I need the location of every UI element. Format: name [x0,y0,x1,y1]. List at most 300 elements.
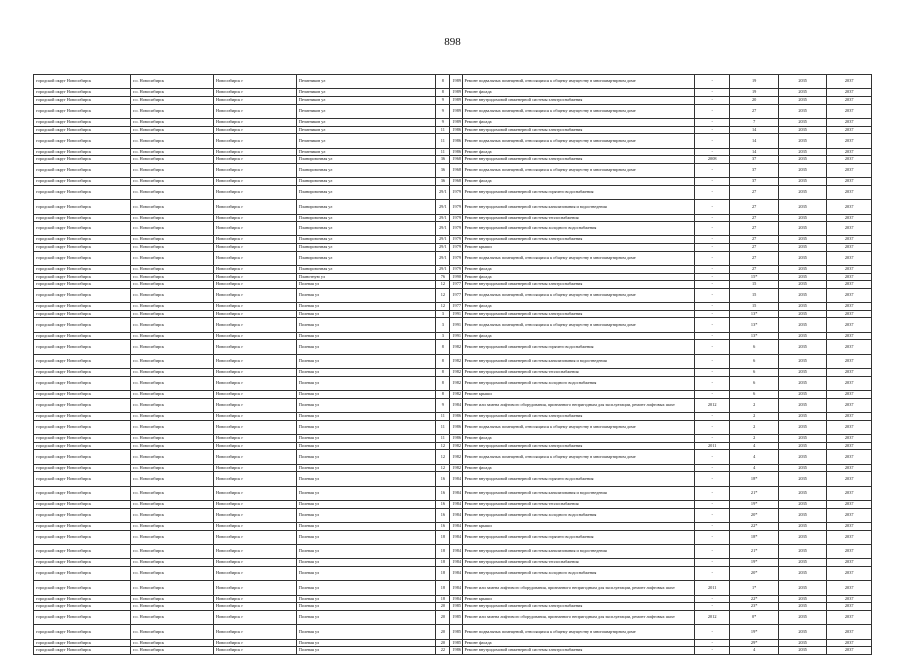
repair-type-cell: Ремонт внутридомовой инженерной системы горячего водоснабжения [462,472,694,486]
table-row [34,89,872,97]
street-cell: Планотную ул [296,273,435,281]
year-built-cell: 1968 [450,156,462,164]
municipality-cell: городской округ Новосибирск [34,222,131,236]
repair-type-cell: Ремонт внутридомовой инженерной системы горячего водоснабжения [462,185,694,199]
settlement-cell: Новосибирск г [213,508,296,522]
index-cell: 19* [730,625,779,639]
repair-type-cell: Ремонт внутридомовой инженерной системы электроснабжения [462,603,694,611]
plan-end-year-cell: 2037 [827,369,872,377]
index-cell: 27 [730,185,779,199]
district-cell: г.о. Новосибирск [131,530,214,544]
settlement-cell: Новосибирск г [213,559,296,567]
year-built-cell: 1979 [450,266,462,274]
municipality-cell: городской округ Новосибирск [34,288,131,302]
house-number-cell: 29/1 [436,244,450,252]
municipality-cell: городской округ Новосибирск [34,251,131,265]
year-built-cell: 1982 [450,442,462,450]
repair-type-cell: Ремонт внутридомовой инженерной системы электроснабжения [462,310,694,318]
plan-start-year-cell: 2035 [778,639,827,647]
index-cell: 29* [730,639,779,647]
repair-type-cell: Ремонт внутридомовой инженерной системы канализования и водоотведения [462,200,694,214]
table-row [34,391,872,399]
house-number-cell: 12 [436,288,450,302]
year-built-cell: 1968 [450,163,462,177]
plan-start-year-cell: 2035 [778,273,827,281]
repair-type-cell: Ремонт внутридомовой инженерной системы канализования и водоотведения [462,486,694,500]
page-number: 898 [444,36,461,48]
plan-start-year-cell: 2035 [778,222,827,236]
street-cell: Полевая ул [296,398,435,412]
last-repair-year-cell: - [695,310,730,318]
repair-type-cell: Ремонт подвальных помещений, относящихся к общему имуществу в многоквартирном доме [462,134,694,148]
plan-end-year-cell: 2037 [827,354,872,368]
year-built-cell: 1984 [450,508,462,522]
plan-end-year-cell: 2037 [827,559,872,567]
house-number-cell: 3 [436,318,450,332]
plan-end-year-cell: 2037 [827,281,872,289]
settlement-cell: Новосибирск г [213,251,296,265]
index-cell: 18* [730,472,779,486]
repair-type-cell: Ремонт фасада [462,435,694,443]
district-cell: г.о. Новосибирск [131,126,214,134]
municipality-cell: городской округ Новосибирск [34,369,131,377]
municipality-cell: городской округ Новосибирск [34,200,131,214]
repair-type-cell: Ремонт подвальных помещений, относящихся к общему имуществу в многоквартирном доме [462,288,694,302]
index-cell: 22* [730,523,779,531]
last-repair-year-cell: - [695,391,730,399]
settlement-cell: Новосибирск г [213,595,296,603]
plan-start-year-cell: 2035 [778,595,827,603]
plan-end-year-cell: 2037 [827,178,872,186]
table-row [34,310,872,318]
index-cell: 14 [730,134,779,148]
plan-end-year-cell: 2037 [827,134,872,148]
year-built-cell: 1982 [450,354,462,368]
municipality-cell: городской округ Новосибирск [34,310,131,318]
index-cell: 14 [730,126,779,134]
plan-start-year-cell: 2035 [778,420,827,434]
settlement-cell: Новосибирск г [213,486,296,500]
index-cell: 27 [730,266,779,274]
district-cell: г.о. Новосибирск [131,303,214,311]
plan-end-year-cell: 2037 [827,214,872,222]
house-number-cell: 29/1 [436,236,450,244]
street-cell: Планировочная ул [296,236,435,244]
last-repair-year-cell: 2012 [695,398,730,412]
table-row [34,413,872,421]
repair-type-cell: Ремонт подвальных помещений, относящихся к общему имуществу в многоквартирном доме [462,251,694,265]
house-number-cell: 29/1 [436,200,450,214]
index-cell: 27 [730,244,779,252]
index-cell: 2 [730,398,779,412]
index-cell: 2 [730,420,779,434]
municipality-cell: городской округ Новосибирск [34,595,131,603]
year-built-cell: 1985 [450,625,462,639]
last-repair-year-cell: - [695,178,730,186]
district-cell: г.о. Новосибирск [131,391,214,399]
street-cell: Полевая ул [296,332,435,340]
repair-type-cell: Ремонт фасада [462,273,694,281]
settlement-cell: Новосибирск г [213,236,296,244]
plan-start-year-cell: 2035 [778,508,827,522]
index-cell: 13* [730,318,779,332]
repair-type-cell: Ремонт внутридомовой инженерной системы холодного водоснабжения [462,567,694,581]
house-number-cell: 8 [436,376,450,390]
index-cell: 13* [730,310,779,318]
settlement-cell: Новосибирск г [213,244,296,252]
last-repair-year-cell: - [695,523,730,531]
district-cell: г.о. Новосибирск [131,639,214,647]
plan-start-year-cell: 2035 [778,310,827,318]
plan-end-year-cell: 2037 [827,222,872,236]
district-cell: г.о. Новосибирск [131,501,214,509]
index-cell: 27 [730,236,779,244]
plan-start-year-cell: 2035 [778,486,827,500]
house-number-cell: 8 [436,369,450,377]
district-cell: г.о. Новосибирск [131,118,214,126]
plan-end-year-cell: 2037 [827,545,872,559]
district-cell: г.о. Новосибирск [131,413,214,421]
plan-end-year-cell: 2037 [827,156,872,164]
house-number-cell: 11 [436,134,450,148]
table-row [34,354,872,368]
district-cell: г.о. Новосибирск [131,647,214,655]
year-built-cell: 1979 [450,244,462,252]
plan-end-year-cell: 2037 [827,118,872,126]
street-cell: Полевая ул [296,376,435,390]
settlement-cell: Новосибирск г [213,376,296,390]
street-cell: Полевая ул [296,281,435,289]
plan-end-year-cell: 2037 [827,508,872,522]
plan-end-year-cell: 2037 [827,185,872,199]
repair-type-cell: Ремонт фасада [462,266,694,274]
settlement-cell: Новосибирск г [213,222,296,236]
table-row [34,508,872,522]
municipality-cell: городской округ Новосибирск [34,376,131,390]
house-number-cell: 16 [436,508,450,522]
plan-start-year-cell: 2035 [778,156,827,164]
table-row [34,318,872,332]
plan-start-year-cell: 2035 [778,214,827,222]
last-repair-year-cell: 2012 [695,611,730,625]
street-cell: Полевая ул [296,435,435,443]
house-number-cell: 9 [436,104,450,118]
plan-start-year-cell: 2035 [778,318,827,332]
street-cell: Полевая ул [296,369,435,377]
street-cell: Планировочная ул [296,185,435,199]
index-cell: 15* [730,273,779,281]
year-built-cell: 1990 [450,273,462,281]
district-cell: г.о. Новосибирск [131,354,214,368]
municipality-cell: городской округ Новосибирск [34,273,131,281]
plan-end-year-cell: 2037 [827,501,872,509]
year-built-cell: 1984 [450,501,462,509]
last-repair-year-cell: - [695,625,730,639]
street-cell: Полевая ул [296,603,435,611]
district-cell: г.о. Новосибирск [131,236,214,244]
house-number-cell: 36 [436,178,450,186]
repair-type-cell: Ремонт внутридомовой инженерной системы канализования и водоотведения [462,354,694,368]
repair-type-cell: Ремонт или замена лифтового оборудования, признанного непригодным для эксплуатации, ремонт лифтовых шахт [462,398,694,412]
district-cell: г.о. Новосибирск [131,200,214,214]
repair-type-cell: Ремонт внутридомовой инженерной системы теплоснабжения [462,369,694,377]
year-built-cell: 1986 [450,647,462,655]
year-built-cell: 1979 [450,200,462,214]
settlement-cell: Новосибирск г [213,391,296,399]
index-cell: 6 [730,391,779,399]
index-cell: 15 [730,303,779,311]
index-cell: 21* [730,545,779,559]
district-cell: г.о. Новосибирск [131,464,214,472]
municipality-cell: городской округ Новосибирск [34,581,131,595]
settlement-cell: Новосибирск г [213,332,296,340]
repair-type-cell: Ремонт фасада [462,332,694,340]
table-row [34,625,872,639]
plan-start-year-cell: 2035 [778,281,827,289]
table-row [34,464,872,472]
repair-type-cell: Ремонт или замена лифтового оборудования, признанного непригодным для эксплуатации, ремонт лифтовых шахт [462,611,694,625]
house-number-cell: 29/1 [436,251,450,265]
district-cell: г.о. Новосибирск [131,472,214,486]
settlement-cell: Новосибирск г [213,126,296,134]
settlement-cell: Новосибирск г [213,369,296,377]
municipality-cell: городской округ Новосибирск [34,89,131,97]
table-row [34,420,872,434]
plan-start-year-cell: 2035 [778,266,827,274]
table-row [34,126,872,134]
plan-end-year-cell: 2037 [827,639,872,647]
repair-type-cell: Ремонт фасада [462,639,694,647]
plan-end-year-cell: 2037 [827,442,872,450]
house-number-cell: 20 [436,603,450,611]
settlement-cell: Новосибирск г [213,450,296,464]
last-repair-year-cell: - [695,185,730,199]
repair-type-cell: Ремонт подвальных помещений, относящихся к общему имуществу в многоквартирном доме [462,318,694,332]
plan-end-year-cell: 2037 [827,200,872,214]
settlement-cell: Новосибирск г [213,163,296,177]
house-number-cell: 29/1 [436,266,450,274]
repair-type-cell: Ремонт фасада [462,464,694,472]
plan-end-year-cell: 2037 [827,611,872,625]
table-row [34,523,872,531]
settlement-cell: Новосибирск г [213,340,296,354]
last-repair-year-cell: - [695,567,730,581]
municipality-cell: городской округ Новосибирск [34,559,131,567]
last-repair-year-cell: - [695,251,730,265]
year-built-cell: 1989 [450,104,462,118]
year-built-cell: 1984 [450,472,462,486]
table-row [34,96,872,104]
municipality-cell: городской округ Новосибирск [34,134,131,148]
table-row [34,118,872,126]
settlement-cell: Новосибирск г [213,442,296,450]
municipality-cell: городской округ Новосибирск [34,156,131,164]
index-cell: 19* [730,501,779,509]
street-cell: Печатников ул [296,89,435,97]
district-cell: г.о. Новосибирск [131,266,214,274]
index-cell: 19 [730,75,779,89]
year-built-cell: 1989 [450,118,462,126]
year-built-cell: 1986 [450,413,462,421]
year-built-cell: 1979 [450,185,462,199]
year-built-cell: 1984 [450,530,462,544]
plan-end-year-cell: 2037 [827,340,872,354]
settlement-cell: Новосибирск г [213,318,296,332]
index-cell: 2 [730,435,779,443]
district-cell: г.о. Новосибирск [131,89,214,97]
municipality-cell: городской округ Новосибирск [34,450,131,464]
settlement-cell: Новосибирск г [213,281,296,289]
year-built-cell: 1989 [450,75,462,89]
plan-start-year-cell: 2035 [778,413,827,421]
settlement-cell: Новосибирск г [213,75,296,89]
index-cell: 6 [730,354,779,368]
district-cell: г.о. Новосибирск [131,310,214,318]
street-cell: Полевая ул [296,639,435,647]
table-row [34,75,872,89]
plan-start-year-cell: 2035 [778,200,827,214]
municipality-cell: городской округ Новосибирск [34,318,131,332]
table-row [34,545,872,559]
table-row [34,595,872,603]
table-row [34,639,872,647]
plan-start-year-cell: 2035 [778,96,827,104]
street-cell: Печатников ул [296,118,435,126]
last-repair-year-cell: - [695,464,730,472]
house-number-cell: 3 [436,332,450,340]
house-number-cell: 8 [436,89,450,97]
index-cell: 7 [730,118,779,126]
street-cell: Полевая ул [296,559,435,567]
last-repair-year-cell: - [695,530,730,544]
last-repair-year-cell: - [695,126,730,134]
settlement-cell: Новосибирск г [213,603,296,611]
street-cell: Планировочная ул [296,222,435,236]
last-repair-year-cell: - [695,236,730,244]
last-repair-year-cell: - [695,273,730,281]
plan-end-year-cell: 2037 [827,288,872,302]
district-cell: г.о. Новосибирск [131,281,214,289]
house-number-cell: 18 [436,595,450,603]
district-cell: г.о. Новосибирск [131,435,214,443]
index-cell: 27 [730,200,779,214]
index-cell: 18* [730,530,779,544]
index-cell: 20* [730,567,779,581]
house-number-cell: 16 [436,472,450,486]
plan-end-year-cell: 2037 [827,595,872,603]
settlement-cell: Новосибирск г [213,273,296,281]
last-repair-year-cell: - [695,647,730,655]
plan-end-year-cell: 2037 [827,472,872,486]
year-built-cell: 1986 [450,435,462,443]
street-cell: Печатников ул [296,134,435,148]
last-repair-year-cell: - [695,450,730,464]
index-cell: 19 [730,89,779,97]
house-number-cell: 20 [436,625,450,639]
index-cell: 37 [730,178,779,186]
repair-type-cell: Ремонт фасада [462,178,694,186]
municipality-cell: городской округ Новосибирск [34,398,131,412]
house-number-cell: 18 [436,545,450,559]
table-row [34,303,872,311]
settlement-cell: Новосибирск г [213,420,296,434]
house-number-cell: 16 [436,501,450,509]
index-cell: 4 [730,647,779,655]
last-repair-year-cell: 2011 [695,581,730,595]
settlement-cell: Новосибирск г [213,214,296,222]
plan-end-year-cell: 2037 [827,413,872,421]
municipality-cell: городской округ Новосибирск [34,214,131,222]
street-cell: Полевая ул [296,413,435,421]
house-number-cell: 29/1 [436,185,450,199]
plan-start-year-cell: 2035 [778,501,827,509]
municipality-cell: городской округ Новосибирск [34,178,131,186]
table-row [34,185,872,199]
table-row [34,156,872,164]
table-row [34,603,872,611]
year-built-cell: 1968 [450,178,462,186]
settlement-cell: Новосибирск г [213,413,296,421]
street-cell: Планировочная ул [296,266,435,274]
settlement-cell: Новосибирск г [213,89,296,97]
plan-end-year-cell: 2037 [827,376,872,390]
last-repair-year-cell: - [695,244,730,252]
district-cell: г.о. Новосибирск [131,163,214,177]
plan-end-year-cell: 2037 [827,391,872,399]
capital-repair-table [33,74,872,655]
municipality-cell: городской округ Новосибирск [34,523,131,531]
plan-start-year-cell: 2035 [778,126,827,134]
last-repair-year-cell: - [695,134,730,148]
repair-type-cell: Ремонт внутридомовой инженерной системы электроснабжения [462,281,694,289]
street-cell: Печатников ул [296,126,435,134]
index-cell: 21* [730,486,779,500]
municipality-cell: городской округ Новосибирск [34,530,131,544]
house-number-cell: 18 [436,530,450,544]
plan-end-year-cell: 2037 [827,332,872,340]
last-repair-year-cell: - [695,318,730,332]
year-built-cell: 1989 [450,96,462,104]
last-repair-year-cell: - [695,288,730,302]
year-built-cell: 1984 [450,567,462,581]
street-cell: Полевая ул [296,288,435,302]
house-number-cell: 8 [436,75,450,89]
table-row [34,104,872,118]
plan-start-year-cell: 2035 [778,163,827,177]
plan-start-year-cell: 2035 [778,530,827,544]
street-cell: Печатников ул [296,96,435,104]
table-row [34,134,872,148]
year-built-cell: 1991 [450,332,462,340]
plan-end-year-cell: 2037 [827,75,872,89]
last-repair-year-cell: - [695,559,730,567]
plan-start-year-cell: 2035 [778,89,827,97]
last-repair-year-cell: - [695,369,730,377]
last-repair-year-cell: - [695,281,730,289]
municipality-cell: городской округ Новосибирск [34,332,131,340]
municipality-cell: городской округ Новосибирск [34,647,131,655]
house-number-cell: 11 [436,435,450,443]
district-cell: г.о. Новосибирск [131,134,214,148]
last-repair-year-cell: - [695,118,730,126]
year-built-cell: 1982 [450,376,462,390]
plan-start-year-cell: 2035 [778,567,827,581]
plan-start-year-cell: 2035 [778,104,827,118]
plan-end-year-cell: 2037 [827,647,872,655]
district-cell: г.о. Новосибирск [131,273,214,281]
last-repair-year-cell: - [695,340,730,354]
repair-type-cell: Ремонт подвальных помещений, относящихся к общему имуществу в многоквартирном доме [462,104,694,118]
